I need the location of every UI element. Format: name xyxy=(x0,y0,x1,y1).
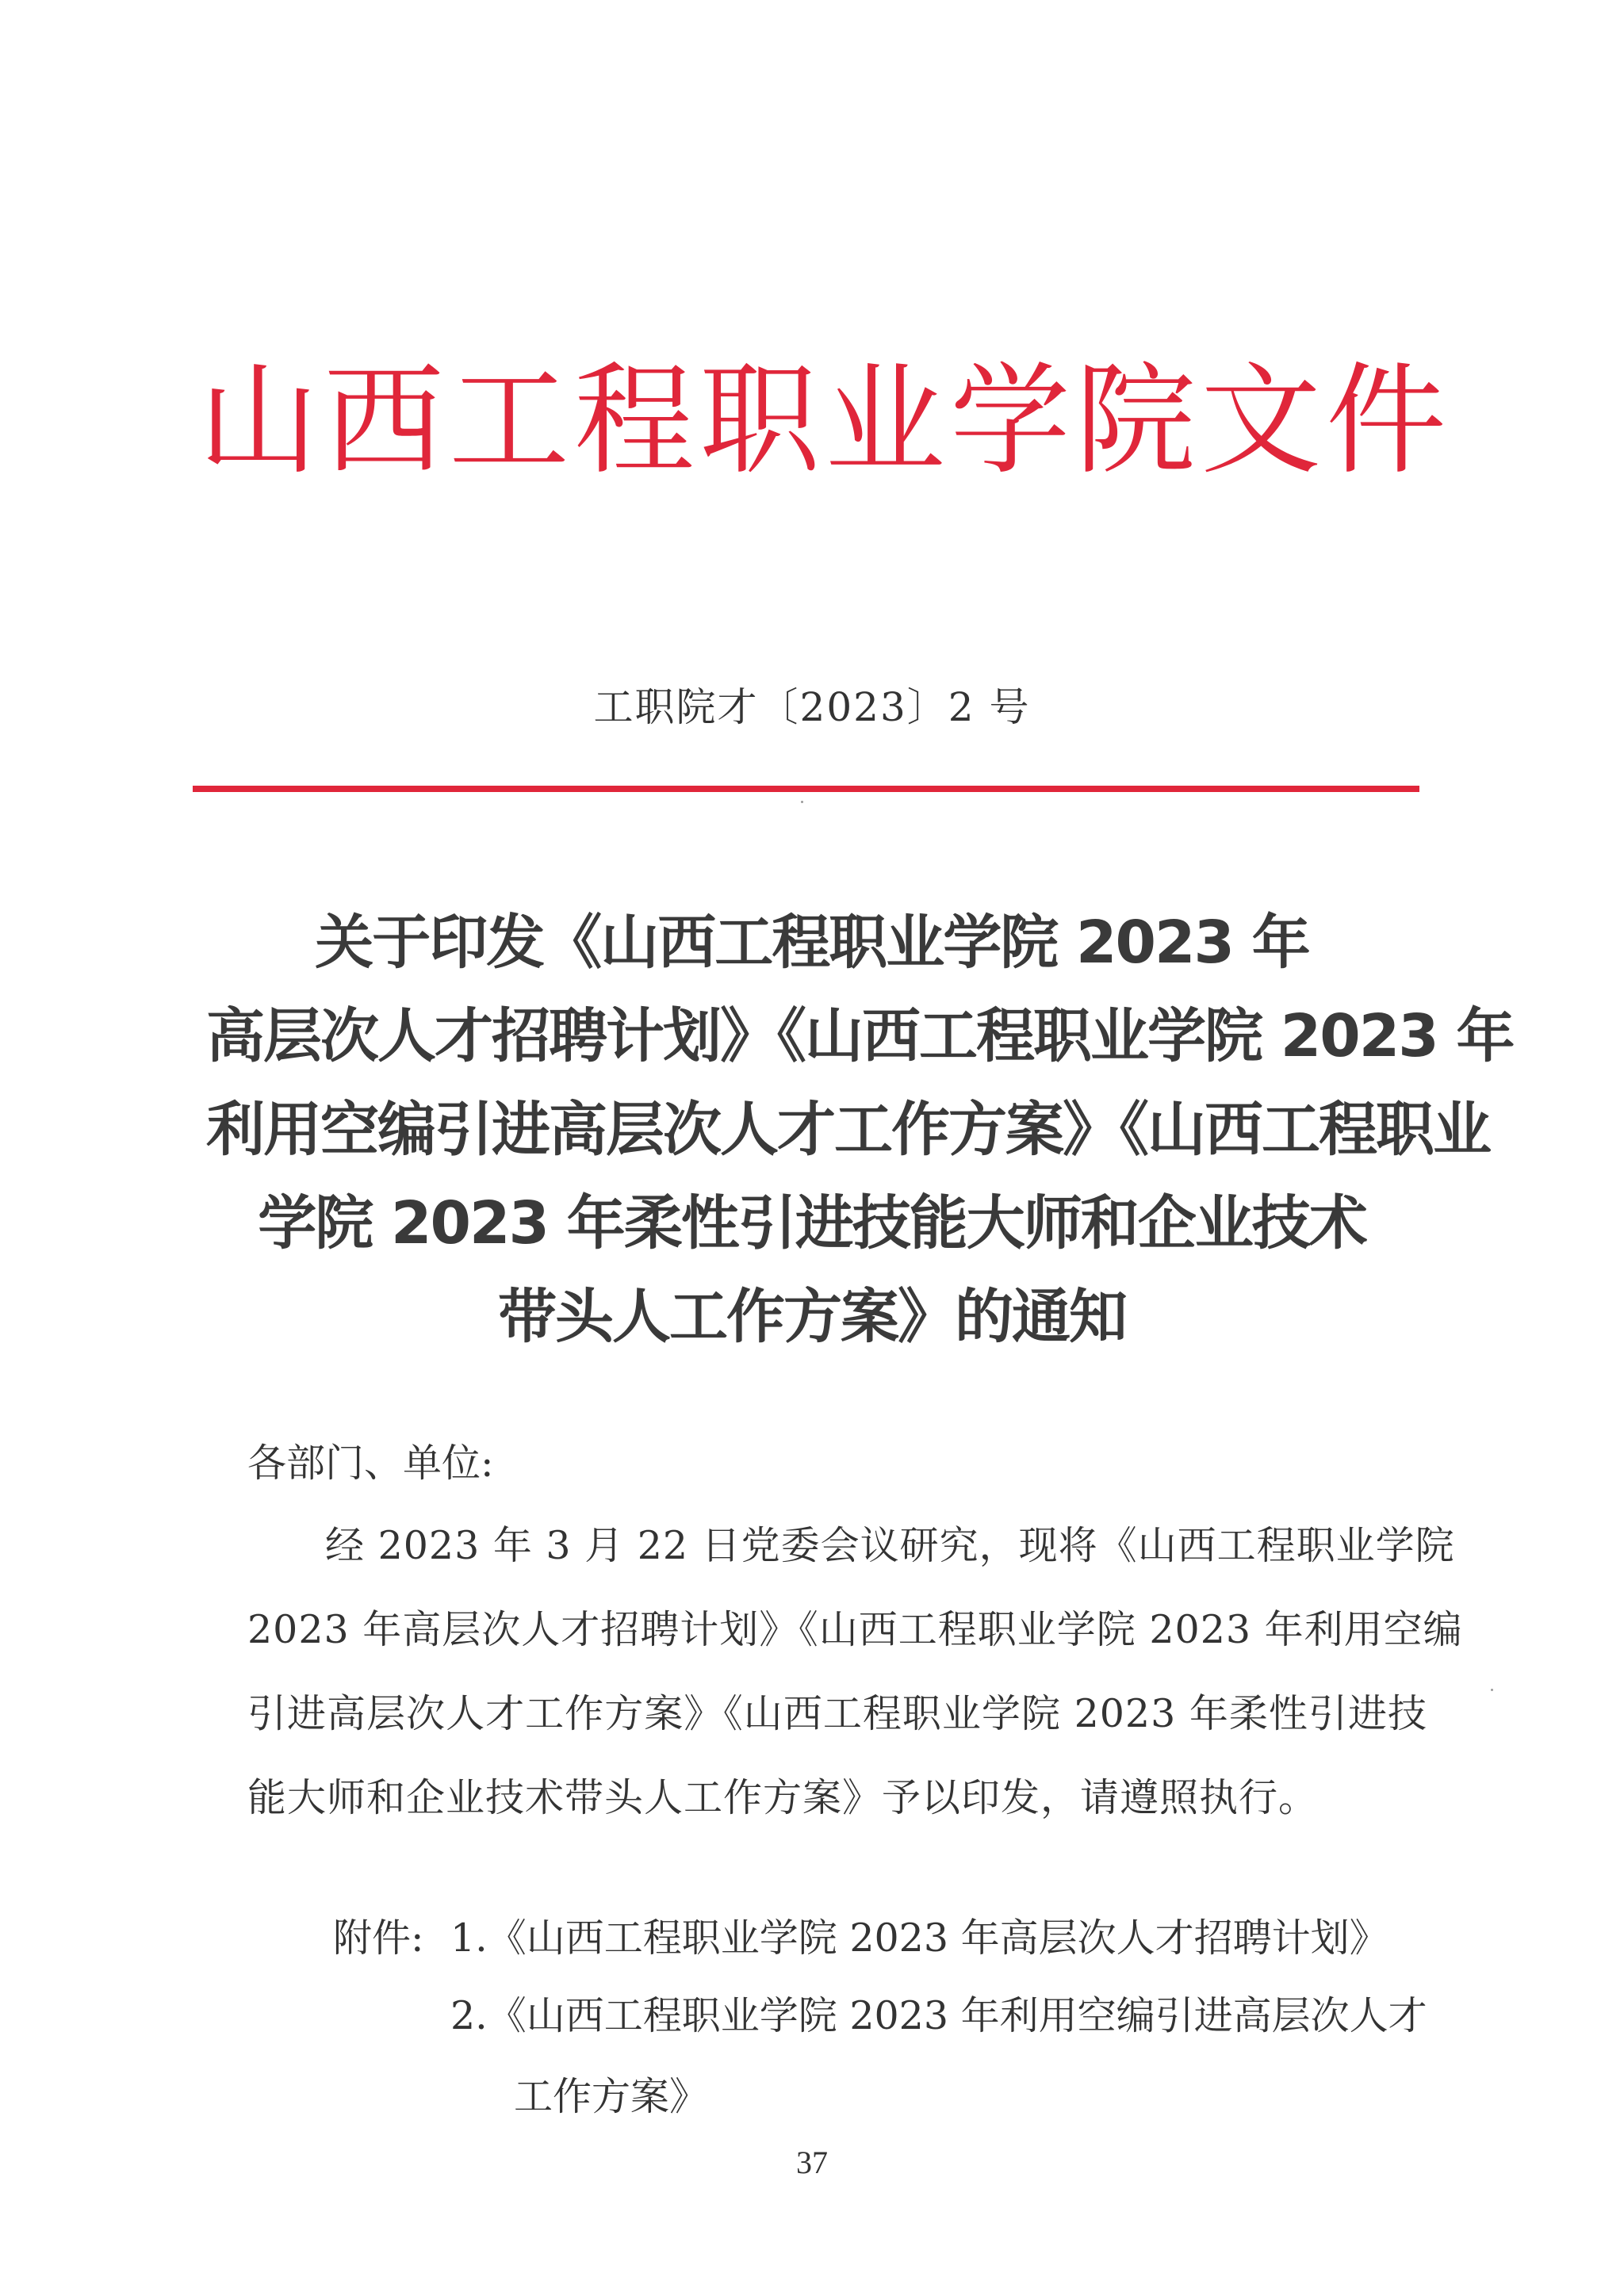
title-line-5: 带头人工作方案》的通知 xyxy=(498,1283,1126,1351)
paragraph-line-4: 能大师和企业技术带头人工作方案》予以印发，请遵照执行。 xyxy=(247,1775,1319,1820)
attachment-item-1: 1.《山西工程职业学院 2023 年高层次人才招聘计划》 xyxy=(450,1915,1388,1961)
title-line-4: 学院 2023 年柔性引进技能大师和企业技术 xyxy=(258,1189,1366,1257)
document-number: 工职院才〔2023〕2 号 xyxy=(593,684,1031,730)
attachments-label: 附件: xyxy=(333,1915,424,1961)
title-line-2: 高层次人才招聘计划》《山西工程职业学院 2023 年 xyxy=(206,1002,1514,1070)
paragraph-line-2: 2023 年高层次人才招聘计划》《山西工程职业学院 2023 年利用空编 xyxy=(247,1607,1463,1652)
paragraph-line-1: 经 2023 年 3 月 22 日党委会议研究，现将《山西工程职业学院 xyxy=(325,1523,1455,1568)
scan-speck xyxy=(801,801,803,803)
title-line-3: 利用空编引进高层次人才工作方案》《山西工程职业 xyxy=(206,1096,1490,1164)
attachment-item-2-continued: 工作方案》 xyxy=(514,2074,709,2119)
body-paragraph xyxy=(247,1504,1463,1840)
scan-speck xyxy=(1491,1689,1493,1691)
attachment-item-2: 2.《山西工程职业学院 2023 年利用空编引进高层次人才 xyxy=(450,1993,1427,2038)
paragraph-line-3: 引进高层次人才工作方案》《山西工程职业学院 2023 年柔性引进技 xyxy=(247,1691,1427,1736)
page-number: 37 xyxy=(796,2145,828,2180)
red-divider-line xyxy=(193,786,1419,792)
notice-title xyxy=(206,896,1514,1364)
masthead-title: 山西工程职业学院文件 xyxy=(198,350,1451,491)
salutation: 各部门、单位: xyxy=(247,1441,494,1486)
title-line-1: 关于印发《山西工程职业学院 2023 年 xyxy=(315,909,1309,977)
